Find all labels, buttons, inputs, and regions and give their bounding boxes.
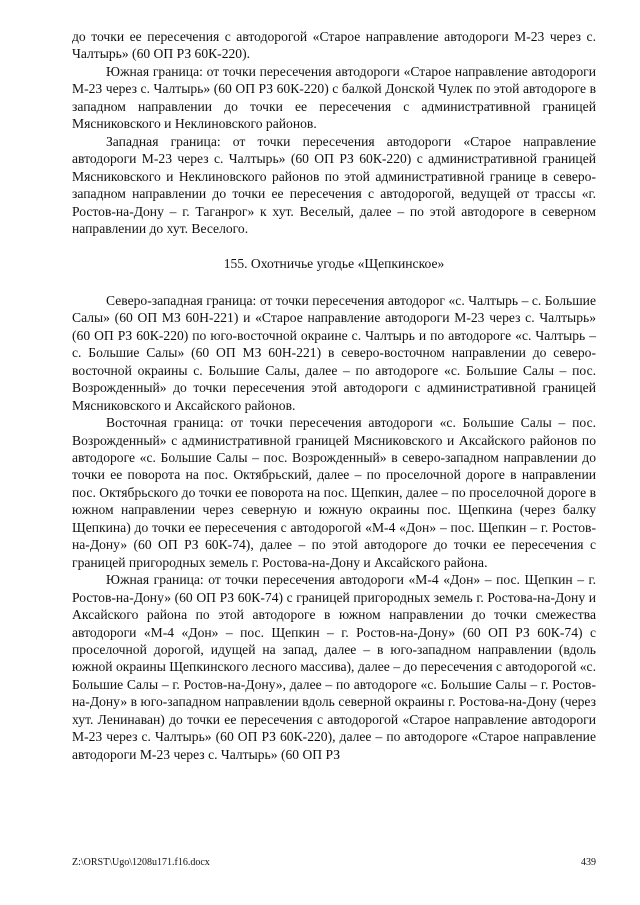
paragraph-northwest-border: Северо-западная граница: от точки пересечения автодорог «с. Чалтырь – с. Большие Салы» (60 ОП МЗ 60Н-221) и «Старое направление автодороги М-23 через с. Чалтырь» (60 ОП РЗ 60К-220) по юго-восточной окраине с. Чалтырь и по автодороге «с. Чалтырь – с. Большие Салы» (60 ОП МЗ 60Н-221) в северо-восточном направлении до северо-восточной окраины с. Большие Салы, далее – по автодороге «с. Большие Салы – пос. Возрожденный» до точки пересечения этой автодороги с административной границей Мясниковского и Аксайского районов. xyxy=(72,292,596,413)
paragraph-south-border: Южная граница: от точки пересечения автодороги «Старое направление автодороги М-23 через с. Чалтырь» (60 ОП РЗ 60К-220) с балкой Донской Чулек по этой автодороге в западном направлении до точки ее пересечения с административной границей Мясниковского и Неклиновского районов. xyxy=(72,63,596,132)
paragraph-continuation: до точки ее пересечения с автодорогой «Старое направление автодороги М-23 через с. Чалтырь» (60 ОП РЗ 60К-220). xyxy=(72,29,596,62)
footer-page-number: 439 xyxy=(581,857,596,868)
paragraph-east-border: Восточная граница: от точки пересечения автодороги «с. Большие Салы – пос. Возрожденный» с административной границей Мясниковского и Аксайского районов по автодороге «с. Большие Салы – пос. Возрожденный» в северо-западном направлении до точки ее поворота на пос. Октябрьский, далее – по проселочной дороге в направлении пос. Октябрьского до точки ее поворота на пос. Щепкин, далее – по проселочной дороге в южном направлении через северную и южную окраины пос. Щепкина (через балку Щепкина) до точки ее пересечения с автодорогой «М-4 «Дон» – пос. Щепкин – г. Ростов-на-Дону» (60 ОП РЗ 60К-74), далее – по этой автодороге до точки ее пересечения с границей пригородных земель г. Ростова-на-Дону и Аксайского района. xyxy=(72,415,596,570)
paragraph-south-border-2: Южная граница: от точки пересечения автодороги «М-4 «Дон» – пос. Щепкин – г. Ростов-на-Дону» (60 ОП РЗ 60К-74) с границей пригородных земель г. Ростова-на-Дону и Аксайского района по этой автодороге в южном направлении до точки смежества автодороги «М-4 «Дон» – пос. Щепкин – г. Ростов-на-Дону» (60 ОП РЗ 60К-74) с проселочной дорогой, идущей на запад, далее – в юго-западном направлении (вдоль южной окраины Щепкинского лесного массива), далее – до пересечения с автодорогой «с. Большие Салы – г. Ростов-на-Дону», далее – по автодороге «с. Большие Салы – г. Ростов-на-Дону» в юго-западном направлении вдоль северной окраины г. Ростова-на-Дону (через хут. Ленинаван) до точки ее пересечения с автодорогой «Старое направление автодороги М-23 через с. Чалтырь» (60 ОП РЗ 60К-220), далее – по автодороге «Старое направление автодороги М-23 через с. Чалтырь» (60 ОП РЗ xyxy=(72,572,596,762)
section-heading: 155. Охотничье угодье «Щепкинское» xyxy=(223,256,445,272)
paragraph-west-border: Западная граница: от точки пересечения автодороги «Старое направление автодороги М-23 через с. Чалтырь» (60 ОП РЗ 60К-220) с административной границей Мясниковского и Неклиновского районов по этой административной границе в северо-западном направлении до точки ее пересечения с автодорогой, ведущей от трассы «г. Ростов-на-Дону – г. Таганрог» к хут. Веселый, далее – по этой автодороге в северном направлении до хут. Веселого. xyxy=(72,133,596,236)
document-page xyxy=(72,28,596,763)
footer-file-path: Z:\ORST\Ugo\1208u171.f16.docx xyxy=(72,857,210,868)
page-footer xyxy=(72,857,596,868)
